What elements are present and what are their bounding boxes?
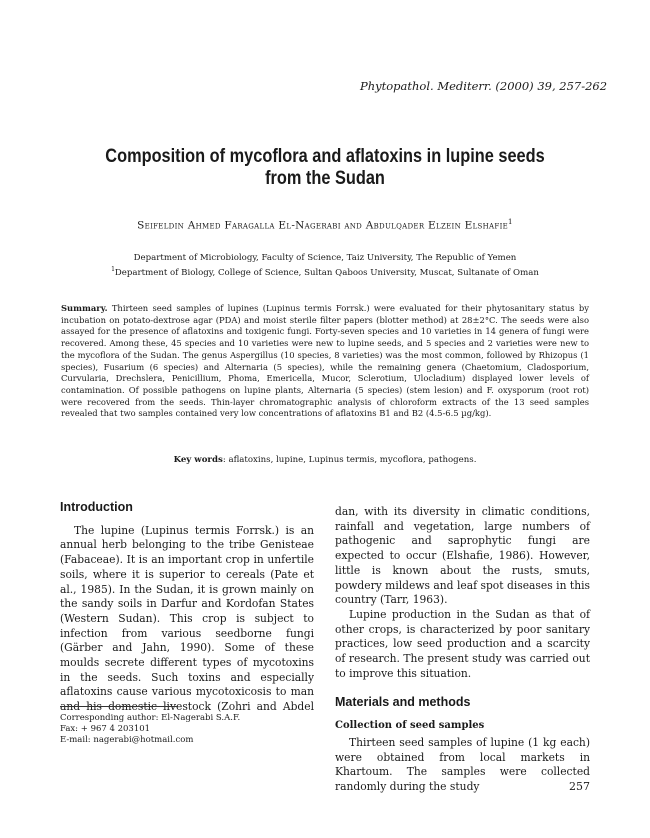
title-line-2: from the Sudan: [265, 168, 385, 189]
title-line-1: Composition of mycoflora and aflatoxins in lupine seeds: [105, 146, 545, 167]
keywords-text: : aflatoxins, lupine, Lupinus termis, mycoflora, pathogens.: [222, 455, 477, 465]
keywords: [60, 455, 590, 465]
author-superscript: 1: [508, 218, 513, 226]
affiliation-2: [60, 264, 590, 279]
author-names: Seifeldin Ahmed Faragalla El-Nagerabi and Abdulqader Elzein Elshafie: [137, 219, 509, 232]
methods-subheading: Collection of seed samples: [335, 720, 485, 732]
summary-label: Summary.: [61, 303, 108, 313]
footnote-divider: [60, 706, 178, 707]
affiliation-1: Department of Microbiology, Faculty of Science, Taiz University, The Republic of Yemen: [133, 253, 517, 263]
journal-citation: Phytopathol. Mediterr. (2000) 39, 257-262: [360, 79, 608, 93]
affiliation-2-text: Department of Biology, College of Science, Sultan Qaboos University, Muscat, Sultanate of Oman: [114, 267, 539, 278]
affiliations: [60, 252, 590, 279]
footnote-author: Corresponding author: El-Nagerabi S.A.F.: [60, 713, 241, 723]
page-number: 257: [569, 780, 590, 793]
keywords-label: Key words: [173, 455, 223, 465]
affiliation-2-superscript: 1: [111, 266, 115, 273]
footnote-email: E-mail: nagerabi@hotmail.com: [60, 735, 194, 745]
methods-paragraph-1: Thirteen seed samples of lupine (1 kg each) were obtained from local markets in Khartoum. The samples were collected randomly during the study: [335, 735, 590, 793]
intro-paragraph-1: The lupine (Lupinus termis Forrsk.) is an annual herb belonging to the tribe Genisteae (Fabaceae). It is an important crop in unfertile soils, where it is superior to cereals (Pate et al., 1985). In the Sudan, it is grown mainly on the sandy soils in Darfur and Kordofan States (Western Sudan). This crop is subject to infection from various seedborne fungi (Gärber and Jahn, 1990). Some of these moulds secrete different types of mycotoxins in the seeds. Such toxins and especially aflatoxins cause various mycotoxicosis to man and his domestic livestock (Zohri and Abdel: [60, 523, 314, 714]
intro-paragraph-2: Lupine production in the Sudan as that of other crops, is characterized by poor sanitary practices, low seed production and a scarcity of research. The present study was carried out to improve this situation.: [335, 607, 590, 680]
authors: [60, 218, 590, 232]
right-column: [335, 505, 590, 795]
left-column: [60, 500, 314, 714]
abstract: [61, 303, 589, 420]
footnote: [60, 713, 320, 746]
intro-paragraph-1-continued: dan, with its diversity in climatic conditions, rainfall and vegetation, large numbers of pathogenic and saprophytic fungi are expected to occur (Elshafie, 1986). However, little is known about the rusts, smuts, powdery mildews and leaf spot diseases in this country (Tarr, 1963).: [335, 505, 590, 607]
summary-text: Thirteen seed samples of lupines (Lupinus termis Forrsk.) were evaluated for their phytosanitary status by incubation on potato-dextrose agar (PDA) and moist sterile filter papers (blotter method) at 28±2°C. The seeds were also assayed for the presence of aflatoxins and toxigenic fungi. Forty-seven species and 10 varieties in 14 genera of fungi were recovered. Among these, 45 species and 10 varieties were new to lupine seeds, and 5 species and 2 varieties were new to the mycoflora of the Sudan. The genus Aspergillus (10 species, 8 varieties) was the most common, followed by Rhizopus (1 species), Fusarium (6 species) and Alternaria (5 species), while the remaining genera (Chaetomium, Cladosporium, Curvularia, Drechslera, Penicillium, Phoma, Emericella, Mucor, Sclerotium, Ulocladium) displayed lower levels of contamination. Of possible pathogens on lupine plants, Alternaria (5 species) (stem lesion) and F. oxysporum (root rot) were recovered from the seeds. Thin-layer chromatographic analysis of chloroform extracts of the 13 seed samples revealed that two samples contained very low concentrations of aflatoxins B1 and B2 (4.5-6.5 µg/kg).: [61, 303, 589, 419]
methods-heading: Materials and methods: [335, 695, 471, 710]
introduction-heading: Introduction: [60, 500, 133, 514]
footnote-fax: Fax: + 967 4 203101: [60, 724, 151, 734]
paper-title: [97, 146, 553, 190]
